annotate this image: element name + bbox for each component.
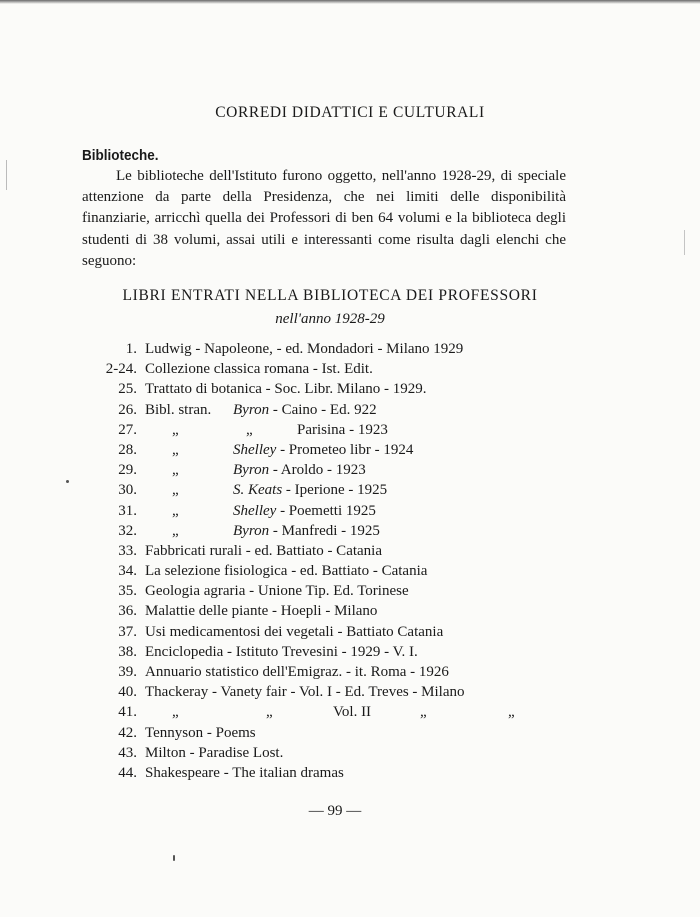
item-text: Enciclopedia - Istituto Trevesini - 1929 - V. I. [145, 643, 418, 660]
item-number: 34. [118, 563, 137, 580]
scan-speck [684, 230, 685, 255]
item-number: 42. [118, 724, 137, 741]
list-subtitle: nell'anno 1928-29 [275, 311, 385, 327]
list-item [0, 624, 700, 644]
item-author: Shelley [233, 441, 277, 458]
item-number: 28. [118, 441, 137, 458]
scan-speck [6, 160, 7, 190]
item-author-row [233, 462, 366, 479]
item-author: Shelley [233, 502, 277, 519]
item-number: 43. [118, 744, 137, 761]
item-author: Byron [233, 401, 270, 418]
item-text: La selezione fisiologica - ed. Battiato - Catania [145, 563, 428, 580]
item-number: 39. [118, 664, 137, 680]
book-list [0, 341, 700, 785]
item-number: 27. [118, 421, 137, 438]
item-number: 38. [118, 643, 137, 660]
item-rest: - Caino - Ed. 922 [272, 401, 377, 418]
item-number: 44. [118, 764, 137, 781]
list-item [0, 462, 700, 482]
intro-paragraph-text: Le biblioteche dell'Istituto furono oggetto, nell'anno 1928-29, di speciale attenzione da parte della Presidenza, che nei limiti delle disponibilità finanziarie, arricchì quella dei Professori di ben 64 volumi e la biblioteca degli studenti di 38 volumi, assai utili e interessanti come risulta dagli elenchi che seguono: [82, 168, 566, 269]
item-rest: - Poemetti 1925 [280, 502, 376, 519]
item-number: 26. [118, 401, 137, 418]
item-text: Shakespeare - The italian dramas [145, 764, 344, 781]
item-rest: Parisina - 1923 [297, 421, 388, 438]
item-text: Trattato di botanica - Soc. Libr. Milano - 1929. [145, 381, 427, 398]
item-number: 36. [118, 603, 137, 620]
list-item [0, 442, 700, 462]
item-rest: - Prometeo libr - 1924 [280, 441, 414, 458]
list-item [0, 422, 700, 442]
ditto-mark: „ [266, 704, 273, 721]
ditto-mark: „ [172, 502, 179, 519]
item-author-row [233, 503, 376, 520]
page-header-title: CORREDI DIDATTICI E CULTURALI [215, 104, 485, 121]
item-number: 25. [118, 381, 137, 398]
item-number: 29. [118, 462, 137, 479]
list-item [0, 563, 700, 583]
ditto-mark: „ [508, 704, 515, 721]
item-text: Usi medicamentosi dei vegetali - Battiato Catania [145, 623, 444, 640]
item-text: Tennyson - Poems [145, 724, 256, 741]
ditto-mark: „ [172, 441, 179, 458]
list-item [0, 664, 700, 684]
list-item [0, 503, 700, 523]
item-author-row [233, 482, 387, 499]
list-title: LIBRI ENTRATI NELLA BIBLIOTECA DEI PROFESSORI [122, 287, 538, 304]
item-author: Byron [233, 522, 270, 539]
ditto-mark: „ [246, 421, 253, 438]
item-text: Thackeray - Vanety fair - Vol. I - Ed. Treves - Milano [145, 684, 465, 701]
scan-top-edge [0, 0, 700, 4]
item-number: 33. [118, 542, 137, 559]
item-number: 32. [118, 522, 137, 539]
ditto-mark: „ [172, 462, 179, 479]
list-item [0, 381, 700, 401]
item-number: 35. [118, 583, 137, 600]
item-volume: Vol. II [333, 704, 372, 721]
list-item [0, 745, 700, 765]
list-item [0, 341, 700, 361]
section-heading: Biblioteche. [82, 147, 159, 164]
item-text: Ludwig - Napoleone, - ed. Mondadori - Milano 1929 [145, 341, 464, 357]
list-item [0, 583, 700, 603]
item-number: 1. [125, 341, 137, 357]
item-rest: - Aroldo - 1923 [272, 462, 366, 479]
item-text: Fabbricati rurali - ed. Battiato - Catania [145, 542, 382, 559]
list-item [0, 644, 700, 664]
item-rest: - Iperione - 1925 [285, 482, 388, 499]
item-author: S. Keats [233, 482, 283, 499]
item-number: 37. [118, 623, 137, 640]
item-text: Milton - Paradise Lost. [145, 744, 284, 761]
item-prefix: Bibl. stran. [145, 401, 212, 418]
list-item [0, 765, 700, 785]
list-item [0, 704, 700, 724]
list-item [0, 684, 700, 704]
item-text: Malattie delle piante - Hoepli - Milano [145, 603, 378, 620]
item-number: 31. [118, 502, 137, 519]
list-item [0, 523, 700, 543]
scan-speck [173, 855, 175, 861]
page-number: — 99 — [308, 803, 362, 819]
list-item [0, 482, 700, 502]
item-text: Annuario statistico dell'Emigraz. - it. Roma - 1926 [145, 664, 449, 680]
list-item [0, 402, 700, 422]
ditto-mark: „ [172, 421, 179, 438]
item-number: 2-24. [105, 361, 137, 378]
list-item [0, 361, 700, 381]
item-author-row [233, 402, 377, 419]
item-author-row [233, 442, 413, 459]
item-number: 40. [118, 684, 137, 701]
item-number: 30. [118, 482, 137, 499]
ditto-mark: „ [172, 482, 179, 499]
item-text: Collezione classica romana - Ist. Edit. [145, 361, 373, 378]
list-item [0, 543, 700, 563]
list-item [0, 725, 700, 745]
ditto-mark: „ [420, 704, 427, 721]
ditto-mark: „ [172, 704, 179, 721]
scan-speck [66, 480, 69, 483]
item-text: Geologia agraria - Unione Tip. Ed. Torinese [145, 583, 409, 600]
item-number: 41. [118, 704, 137, 721]
list-item [0, 603, 700, 623]
item-author: Byron [233, 462, 270, 479]
intro-paragraph [82, 166, 566, 272]
ditto-mark: „ [172, 522, 179, 539]
item-author-row [233, 523, 380, 540]
item-rest: - Manfredi - 1925 [272, 522, 380, 539]
